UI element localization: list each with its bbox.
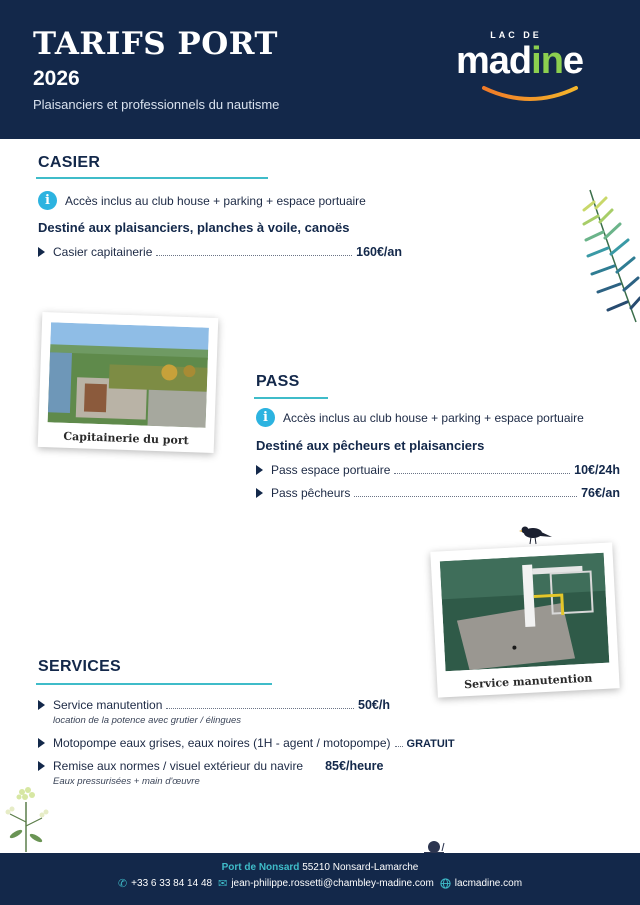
price-row-pass-pecheurs — [256, 486, 620, 500]
footer-place: Port de Nonsard — [221, 862, 300, 873]
page-subtitle: Plaisanciers et professionnels du nautisme — [33, 97, 280, 112]
price-label: Pass pêcheurs — [271, 486, 351, 500]
price-value: 160€/an — [356, 245, 402, 259]
footer-address-line — [0, 862, 640, 873]
logo-text-b: in — [531, 40, 563, 82]
pass-info-text: Accès inclus au club house + parking + espace portuaire — [283, 410, 584, 425]
dot-leader — [395, 746, 403, 747]
price-value: 50€/h — [358, 698, 390, 712]
services-underline — [36, 683, 272, 685]
price-label: Motopompe eaux grises, eaux noires (1H - agent / motopompe) — [53, 736, 391, 750]
service-note: Eaux pressurisées + main d'œuvre — [53, 776, 200, 787]
info-icon: i — [256, 408, 275, 427]
price-label: Pass espace portuaire — [271, 463, 391, 477]
triangle-bullet-icon — [38, 247, 45, 257]
pass-destination: Destiné aux pêcheurs et plaisanciers — [256, 438, 485, 453]
footer-email-text: jean-philippe.rossetti@chambley-madine.com — [231, 878, 434, 889]
fern-leaf-icon — [578, 186, 640, 326]
lac-de-madine-logo — [452, 28, 610, 106]
phone-icon: ✆ — [117, 878, 128, 890]
page-title: TARIFS PORT — [33, 26, 278, 62]
logo-top-text: LAC DE — [490, 30, 542, 40]
globe-icon — [440, 878, 451, 889]
logo-text-c: e — [562, 40, 584, 82]
dot-leader — [156, 255, 352, 256]
mail-icon: ✉ — [218, 878, 228, 890]
price-value: GRATUIT — [406, 738, 455, 750]
price-row-casier — [38, 245, 402, 259]
casier-info-text: Accès inclus au club house + parking + espace portuaire — [65, 193, 366, 208]
logo-arc-icon — [480, 84, 580, 104]
pass-underline — [254, 397, 328, 399]
bird-icon — [519, 523, 553, 547]
price-label: Remise aux normes / visuel extérieur du navire — [53, 759, 304, 773]
logo-text-a: mad — [456, 40, 532, 82]
casier-destination: Destiné aux plaisanciers, planches à voile, canoës — [38, 220, 350, 235]
photo-capitainerie — [38, 312, 219, 453]
triangle-bullet-icon — [38, 761, 45, 771]
capitainerie-photo — [48, 322, 209, 427]
dot-leader — [394, 473, 570, 474]
footer-website[interactable] — [440, 878, 522, 889]
header-banner — [0, 0, 640, 139]
price-label: Service manutention — [53, 698, 163, 712]
casier-title: CASIER — [38, 154, 101, 171]
page-year: 2026 — [33, 67, 80, 90]
triangle-bullet-icon — [256, 465, 263, 475]
price-value: 10€/24h — [574, 463, 620, 477]
dot-leader — [166, 708, 354, 709]
casier-info — [38, 191, 366, 210]
triangle-bullet-icon — [38, 738, 45, 748]
photo-manutention — [430, 542, 619, 697]
manutention-photo — [440, 553, 610, 671]
footer-email[interactable] — [218, 877, 434, 890]
pass-info — [256, 408, 584, 427]
photo-caption: Service manutention — [463, 671, 593, 692]
price-value: 85€/heure — [325, 759, 384, 773]
photo-caption: Capitainerie du port — [63, 429, 189, 448]
footer-website-text: lacmadine.com — [454, 878, 523, 889]
service-note: location de la potence avec grutier / élingues — [53, 715, 242, 726]
footer-contact-line — [0, 877, 640, 890]
flower-icon — [2, 782, 52, 852]
services-title: SERVICES — [38, 658, 122, 675]
pass-title: PASS — [256, 373, 300, 390]
footer-phone-text: +33 6 33 84 14 48 — [131, 878, 213, 889]
footer-address: 55210 Nonsard-Lamarche — [302, 862, 419, 873]
logo-main-text — [456, 38, 583, 84]
price-label: Casier capitainerie — [53, 245, 153, 259]
footer-phone[interactable] — [118, 877, 212, 890]
triangle-bullet-icon — [256, 488, 263, 498]
price-row-remise — [38, 759, 438, 773]
casier-underline — [36, 177, 268, 179]
price-row-pass-espace — [256, 463, 620, 477]
triangle-bullet-icon — [38, 700, 45, 710]
price-row-motopompe — [38, 736, 490, 750]
price-value: 76€/an — [581, 486, 620, 500]
info-icon: i — [38, 191, 57, 210]
price-row-manutention — [38, 698, 390, 712]
footer — [0, 853, 640, 905]
dot-leader — [354, 496, 577, 497]
snail-icon — [422, 839, 446, 854]
